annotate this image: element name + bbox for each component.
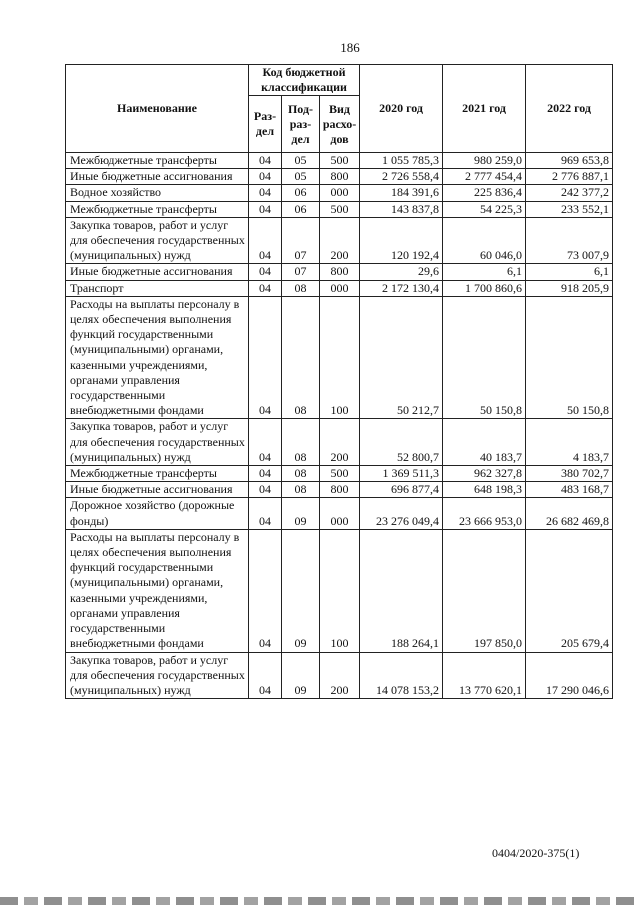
header-expense-type: Вид расхо-дов	[320, 96, 360, 153]
row-value-2020: 1 369 511,3	[360, 466, 443, 482]
row-expense-type: 000	[320, 498, 360, 529]
row-name: Закупка товаров, работ и услуг для обеспечения государственных (муниципальных) нужд	[66, 652, 249, 699]
row-value-2022: 50 150,8	[526, 296, 613, 419]
row-value-2021: 225 836,4	[443, 185, 526, 201]
table-row	[66, 201, 613, 217]
row-value-2021: 197 850,0	[443, 529, 526, 652]
row-subsection: 05	[282, 169, 320, 185]
row-section: 04	[249, 498, 282, 529]
table-row	[66, 529, 613, 652]
table-row	[66, 652, 613, 699]
row-name: Транспорт	[66, 280, 249, 296]
row-value-2021: 980 259,0	[443, 153, 526, 169]
table-row	[66, 498, 613, 529]
row-value-2021: 54 225,3	[443, 201, 526, 217]
row-name: Водное хозяйство	[66, 185, 249, 201]
row-expense-type: 200	[320, 652, 360, 699]
header-year-2021: 2021 год	[443, 65, 526, 153]
row-expense-type: 000	[320, 185, 360, 201]
row-name: Дорожное хозяйство (дорожные фонды)	[66, 498, 249, 529]
row-expense-type: 500	[320, 153, 360, 169]
row-value-2022: 233 552,1	[526, 201, 613, 217]
table-row	[66, 419, 613, 466]
document-code: 0404/2020-375(1)	[492, 846, 580, 860]
row-expense-type: 500	[320, 201, 360, 217]
row-value-2020: 2 172 130,4	[360, 280, 443, 296]
row-section: 04	[249, 296, 282, 419]
row-value-2020: 50 212,7	[360, 296, 443, 419]
row-name: Закупка товаров, работ и услуг для обеспечения государственных (муниципальных) нужд	[66, 217, 249, 264]
row-section: 04	[249, 217, 282, 264]
table-row	[66, 466, 613, 482]
table-row	[66, 169, 613, 185]
row-value-2022: 2 776 887,1	[526, 169, 613, 185]
row-subsection: 08	[282, 280, 320, 296]
row-expense-type: 200	[320, 419, 360, 466]
row-value-2020: 143 837,8	[360, 201, 443, 217]
table-row	[66, 217, 613, 264]
row-section: 04	[249, 280, 282, 296]
row-value-2022: 483 168,7	[526, 482, 613, 498]
row-name: Расходы на выплаты персоналу в целях обеспечения выполнения функций государственными (муниципальными) органами, казенными учреждениями, органами управления государственными внебюджетными фондами	[66, 529, 249, 652]
row-value-2022: 380 702,7	[526, 466, 613, 482]
row-value-2021: 2 777 454,4	[443, 169, 526, 185]
row-expense-type: 800	[320, 264, 360, 280]
row-subsection: 08	[282, 419, 320, 466]
row-value-2020: 29,6	[360, 264, 443, 280]
header-section: Раз-дел	[249, 96, 282, 153]
row-value-2020: 23 276 049,4	[360, 498, 443, 529]
row-value-2021: 962 327,8	[443, 466, 526, 482]
row-expense-type: 000	[320, 280, 360, 296]
table-row	[66, 264, 613, 280]
row-subsection: 09	[282, 529, 320, 652]
header-year-2022: 2022 год	[526, 65, 613, 153]
row-expense-type: 800	[320, 169, 360, 185]
scan-edge-artifact	[0, 897, 640, 905]
table-row	[66, 185, 613, 201]
row-expense-type: 100	[320, 529, 360, 652]
row-section: 04	[249, 482, 282, 498]
row-name: Закупка товаров, работ и услуг для обеспечения государственных (муниципальных) нужд	[66, 419, 249, 466]
row-subsection: 08	[282, 296, 320, 419]
table-row	[66, 482, 613, 498]
row-value-2022: 6,1	[526, 264, 613, 280]
table-row	[66, 153, 613, 169]
header-year-2020: 2020 год	[360, 65, 443, 153]
header-subsection: Под-раз-дел	[282, 96, 320, 153]
header-code-group: Код бюджетной классификации	[249, 65, 360, 96]
row-value-2021: 50 150,8	[443, 296, 526, 419]
row-expense-type: 100	[320, 296, 360, 419]
row-value-2021: 60 046,0	[443, 217, 526, 264]
row-subsection: 06	[282, 201, 320, 217]
row-subsection: 08	[282, 482, 320, 498]
row-value-2022: 73 007,9	[526, 217, 613, 264]
row-name: Расходы на выплаты персоналу в целях обеспечения выполнения функций государственными (муниципальными) органами, казенными учреждениями, органами управления государственными внебюджетными фондами	[66, 296, 249, 419]
row-value-2022: 17 290 046,6	[526, 652, 613, 699]
row-subsection: 08	[282, 466, 320, 482]
row-section: 04	[249, 466, 282, 482]
row-value-2021: 648 198,3	[443, 482, 526, 498]
row-value-2020: 120 192,4	[360, 217, 443, 264]
table-row	[66, 296, 613, 419]
row-subsection: 07	[282, 217, 320, 264]
row-value-2022: 205 679,4	[526, 529, 613, 652]
row-value-2022: 969 653,8	[526, 153, 613, 169]
row-section: 04	[249, 419, 282, 466]
row-subsection: 09	[282, 652, 320, 699]
row-value-2022: 242 377,2	[526, 185, 613, 201]
row-subsection: 06	[282, 185, 320, 201]
row-name: Межбюджетные трансферты	[66, 201, 249, 217]
row-value-2021: 23 666 953,0	[443, 498, 526, 529]
row-name: Межбюджетные трансферты	[66, 466, 249, 482]
row-name: Иные бюджетные ассигнования	[66, 169, 249, 185]
row-value-2020: 1 055 785,3	[360, 153, 443, 169]
row-value-2022: 918 205,9	[526, 280, 613, 296]
row-section: 04	[249, 529, 282, 652]
row-expense-type: 500	[320, 466, 360, 482]
page-number: 186	[340, 40, 360, 55]
row-name: Иные бюджетные ассигнования	[66, 264, 249, 280]
row-value-2020: 52 800,7	[360, 419, 443, 466]
row-value-2021: 13 770 620,1	[443, 652, 526, 699]
budget-table	[65, 64, 613, 699]
row-value-2020: 2 726 558,4	[360, 169, 443, 185]
row-name: Иные бюджетные ассигнования	[66, 482, 249, 498]
row-expense-type: 800	[320, 482, 360, 498]
table-body	[66, 153, 613, 699]
row-subsection: 05	[282, 153, 320, 169]
row-value-2021: 40 183,7	[443, 419, 526, 466]
row-section: 04	[249, 652, 282, 699]
row-value-2020: 184 391,6	[360, 185, 443, 201]
row-expense-type: 200	[320, 217, 360, 264]
row-section: 04	[249, 201, 282, 217]
row-value-2021: 6,1	[443, 264, 526, 280]
row-value-2020: 14 078 153,2	[360, 652, 443, 699]
row-value-2020: 696 877,4	[360, 482, 443, 498]
row-value-2022: 4 183,7	[526, 419, 613, 466]
table-row	[66, 280, 613, 296]
row-subsection: 09	[282, 498, 320, 529]
row-value-2022: 26 682 469,8	[526, 498, 613, 529]
row-name: Межбюджетные трансферты	[66, 153, 249, 169]
header-name: Наименование	[66, 65, 249, 153]
row-value-2020: 188 264,1	[360, 529, 443, 652]
row-value-2021: 1 700 860,6	[443, 280, 526, 296]
row-subsection: 07	[282, 264, 320, 280]
row-section: 04	[249, 185, 282, 201]
row-section: 04	[249, 264, 282, 280]
row-section: 04	[249, 169, 282, 185]
row-section: 04	[249, 153, 282, 169]
